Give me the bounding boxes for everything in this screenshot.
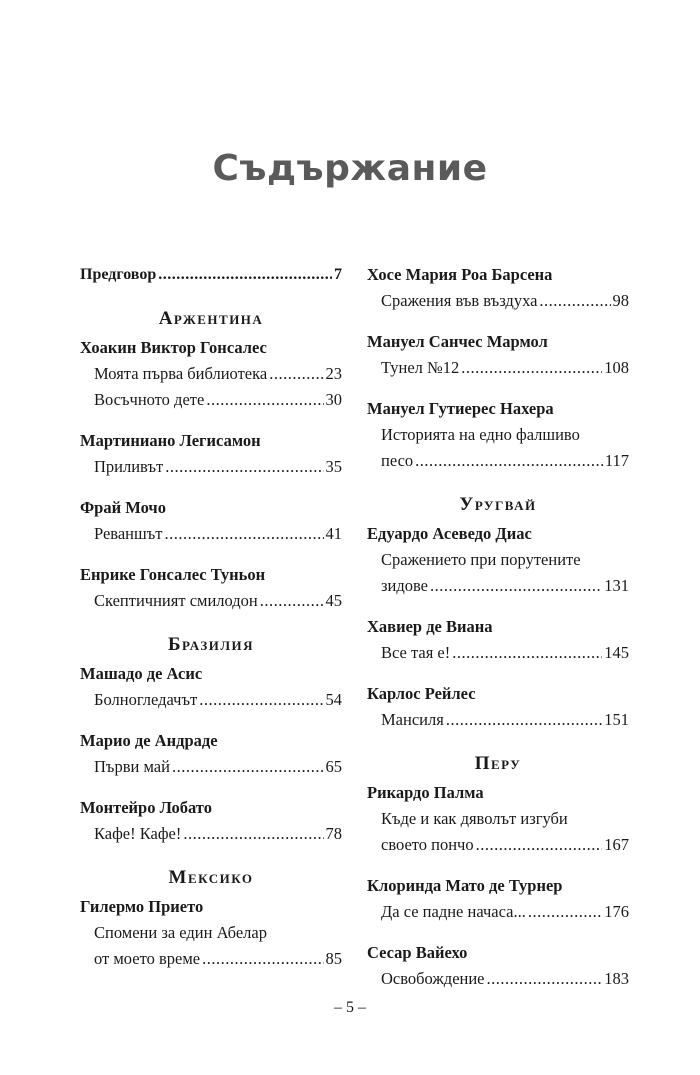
page-number: 117 (604, 451, 629, 470)
toc-entry[interactable]: Скептичният смилодон ..... 45 (94, 588, 342, 614)
author-name: Карлос Рейлес (367, 684, 476, 703)
section-heading-mexico: Мексико (168, 867, 254, 888)
author-name: Мануел Гутиерес Нахера (367, 399, 554, 418)
page-number: 45 (325, 591, 342, 610)
section-heading-peru: Перу (474, 753, 522, 774)
author-name: Хоакин Виктор Гонсалес (80, 338, 267, 357)
page-number: 30 (325, 390, 342, 409)
author-name: Машадо де Асис (80, 664, 203, 683)
page-number: 183 (604, 969, 629, 988)
toc-entry-preface[interactable] (80, 262, 342, 288)
page-number: 145 (604, 643, 629, 662)
toc-left-column (80, 262, 342, 972)
toc-right-column (367, 262, 629, 992)
author-name: Мануел Санчес Мармол (367, 332, 548, 351)
section-heading-argentina: Аржентина (158, 308, 264, 329)
section-heading-uruguay: Уругвай (459, 494, 537, 515)
page-number: 23 (325, 364, 342, 383)
author-name: Марио де Андраде (80, 731, 218, 750)
page-number: 176 (604, 902, 629, 921)
author-name: Сесар Вайехо (367, 943, 468, 962)
page-number: 131 (604, 576, 629, 595)
page-number: 7 (334, 266, 342, 283)
toc-entry[interactable]: Сражения във въздуха ..... 98 (381, 288, 629, 314)
page-footer-number: – 5 – (334, 999, 366, 1016)
page-number: 78 (325, 824, 342, 843)
toc-entry[interactable]: Тунел №12 ..... 108 (381, 355, 629, 381)
toc-entry[interactable]: Къде и как дяволът изгуби своето пончо ..... 167 (367, 806, 629, 858)
author-name: Енрике Гонсалес Туньон (80, 565, 266, 584)
toc-entry[interactable]: Мансиля ..... 151 (381, 707, 629, 733)
page-number: 167 (604, 835, 629, 854)
page-number: 98 (612, 291, 629, 310)
toc-entry[interactable]: Кафе! Кафе! ..... 78 (94, 821, 342, 847)
section-heading-brazil: Бразилия (167, 634, 255, 655)
author-name: Рикардо Палма (367, 783, 484, 802)
toc-entry[interactable]: Болногледачът ..... 54 (94, 687, 342, 713)
page-number: 108 (604, 358, 629, 377)
toc-entry[interactable]: Восъчното дете ..... 30 (94, 387, 342, 413)
toc-entry[interactable]: Сражението при порутените зидове ..... 131 (367, 547, 629, 599)
toc-entry[interactable]: Приливът ..... 35 (94, 454, 342, 480)
page-title: Съдържание (212, 148, 488, 189)
author-name: Фрай Мочо (80, 498, 166, 517)
page-number: 35 (325, 457, 342, 476)
toc-entry[interactable]: Спомени за един Абелар от моето време ..... 85 (80, 920, 342, 972)
author-name: Монтейро Лобато (80, 798, 212, 817)
toc-entry[interactable]: Все тая е! ..... 145 (381, 640, 629, 666)
author-name: Гилермо Прието (80, 897, 204, 916)
toc-entry[interactable]: Освобождение ..... 183 (381, 966, 629, 992)
toc-entry[interactable]: Да се падне начаса... ..... 176 (381, 899, 629, 925)
toc-entry[interactable]: Историята на едно фалшиво песо ..... 117 (367, 422, 629, 474)
entry-title: Предговор (80, 266, 157, 283)
author-name: Хосе Мария Роа Барсена (367, 265, 553, 284)
toc-entry[interactable]: Първи май ..... 65 (94, 754, 342, 780)
page-number: 85 (325, 949, 342, 968)
page-number: 41 (325, 524, 342, 543)
page-number: 151 (604, 710, 629, 729)
author-name: Клоринда Мато де Турнер (367, 876, 563, 895)
toc-entry[interactable]: Моята първа библиотека ..... 23 (94, 361, 342, 387)
page-number: 65 (325, 757, 342, 776)
page-number: 54 (325, 690, 342, 709)
author-name: Мартиниано Легисамон (80, 431, 261, 450)
author-name: Едуардо Асеведо Диас (367, 524, 532, 543)
author-name: Хавиер де Виана (367, 617, 493, 636)
toc-entry[interactable]: Реваншът ..... 41 (94, 521, 342, 547)
